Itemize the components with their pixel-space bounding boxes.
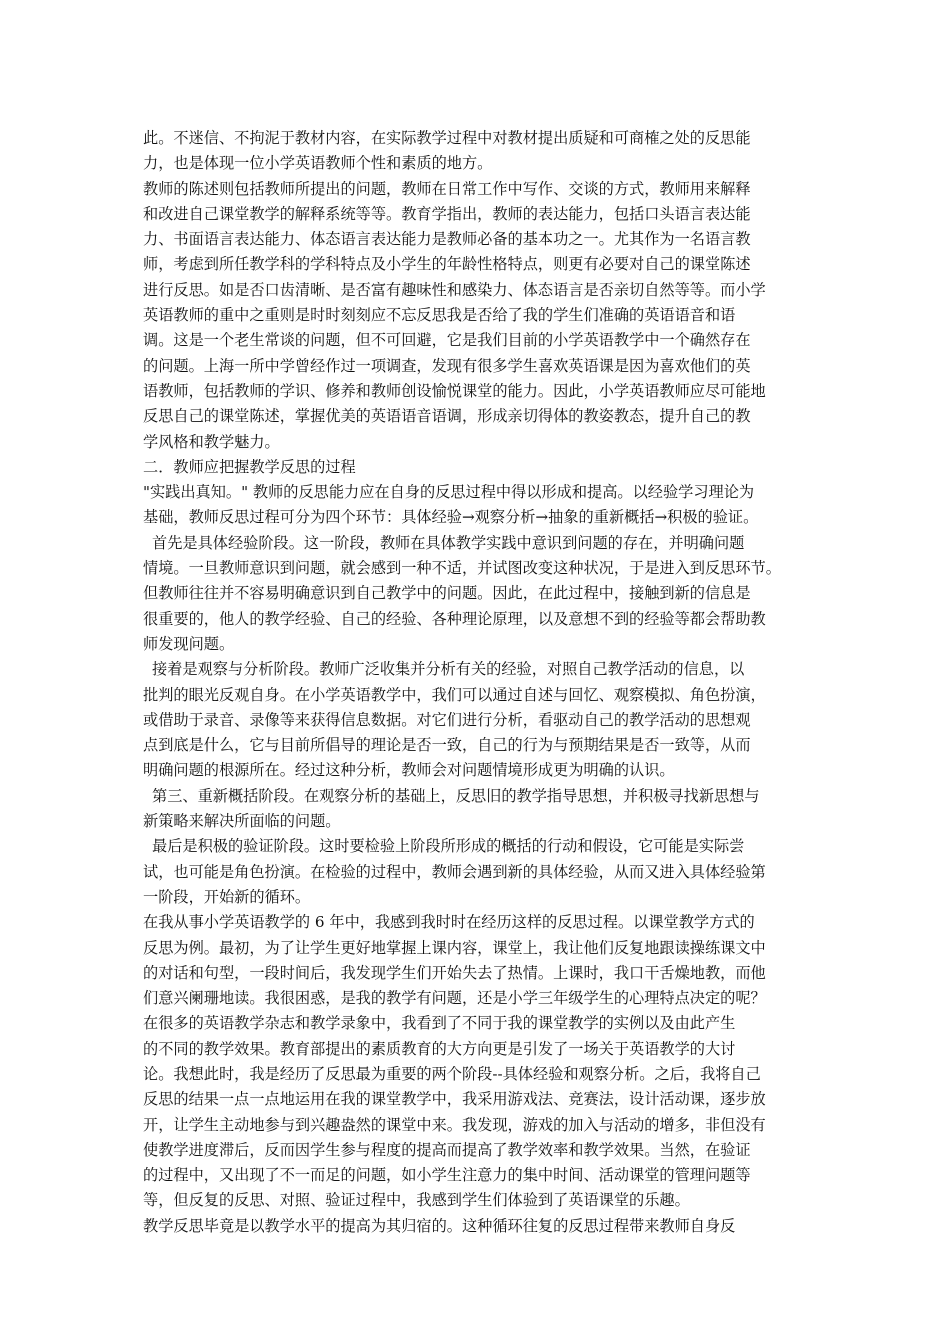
text-line: 一阶段，开始新的循环。	[143, 887, 311, 906]
text-line: 的对话和句型，一段时间后，我发现学生们开始失去了热情。上课时，我口干舌燥地教，而他	[143, 963, 766, 982]
text-line: 反思自己的课堂陈述，掌握优美的英语语音语调，形成亲切得体的教姿教态，提升自己的教	[143, 407, 751, 426]
text-line: 教师的陈述则包括教师所提出的问题，教师在日常工作中写作、交谈的方式，教师用来解释	[143, 179, 751, 198]
text-line: 很重要的，他人的教学经验、自己的经验、各种理论原理，以及意想不到的经验等都会帮助教	[143, 609, 766, 628]
text-line: 批判的眼光反观自身。在小学英语教学中，我们可以通过自述与回忆、观察模拟、角色扮演，	[143, 685, 766, 704]
text-line: 等，但反复的反思、对照、验证过程中，我感到学生们体验到了英语课堂的乐趣。	[143, 1191, 690, 1210]
text-line: 师发现问题。	[143, 634, 235, 653]
text-line: 首先是具体经验阶段。这一阶段，教师在具体教学实践中意识到问题的存在，并明确问题	[152, 533, 745, 552]
text-line: 接着是观察与分析阶段。教师广泛收集并分析有关的经验，对照自己教学活动的信息，以	[152, 660, 745, 679]
text-line: "实践出真知。" 教师的反思能力应在自身的反思过程中得以形成和提高。以经验学习理论为	[143, 483, 755, 502]
text-line: 或借助于录音、录像等来获得信息数据。对它们进行分析，看驱动自己的教学活动的思想观	[143, 710, 751, 729]
text-line: 调。这是一个老生常谈的问题，但不可回避，它是我们目前的小学英语教学中一个确然存在	[143, 331, 751, 350]
text-line: 试，也可能是角色扮演。在检验的过程中，教师会遇到新的具体经验，从而又进入具体经验第	[143, 862, 766, 881]
text-line: 明确问题的根源所在。经过这种分析，教师会对问题情境形成更为明确的认识。	[143, 761, 675, 780]
text-line: 力，也是体现一位小学英语教师个性和素质的地方。	[143, 154, 493, 173]
text-line: 学风格和教学魅力。	[143, 432, 280, 451]
text-line: 教学反思毕竟是以教学水平的提高为其归宿的。这种循环往复的反思过程带来教师自身反	[143, 1216, 736, 1235]
text-line: 论。我想此时，我是经历了反思最为重要的两个阶段--具体经验和观察分析。之后，我将自己	[143, 1064, 761, 1083]
body-text	[143, 126, 811, 1239]
text-line: 和改进自己课堂教学的解释系统等等。教育学指出，教师的表达能力，包括口头语言表达能	[143, 204, 751, 223]
text-line: 第三、重新概括阶段。在观察分析的基础上，反思旧的教学指导思想，并积极寻找新思想与	[152, 786, 760, 805]
text-line: 们意兴阑珊地读。我很困惑，是我的教学有问题，还是小学三年级学生的心理特点决定的呢？	[143, 989, 766, 1008]
text-line: 情境。一旦教师意识到问题，就会感到一种不适，并试图改变这种状况，于是进入到反思环节。	[143, 559, 781, 578]
text-line: 反思为例。最初，为了让学生更好地掌握上课内容，课堂上，我让他们反复地跟读操练课文中	[143, 938, 766, 957]
text-line: 在我从事小学英语教学的 6 年中，我感到我时时在经历这样的反思过程。以课堂教学方式的	[143, 913, 755, 932]
text-line: 点到底是什么，它与目前所倡导的理论是否一致，自己的行为与预期结果是否一致等，从而	[143, 736, 751, 755]
text-line: 在很多的英语教学杂志和教学录象中，我看到了不同于我的课堂教学的实例以及由此产生	[143, 1014, 736, 1033]
text-line: 二．教师应把握教学反思的过程	[143, 457, 356, 476]
text-line: 的过程中，又出现了不一而足的问题，如小学生注意力的集中时间、活动课堂的管理问题等	[143, 1166, 751, 1185]
text-line: 力、书面语言表达能力、体态语言表达能力是教师必备的基本功之一。尤其作为一名语言教	[143, 230, 751, 249]
text-line: 师，考虑到所任教学科的学科特点及小学生的年龄性格特点，则更有必要对自己的课堂陈述	[143, 255, 751, 274]
text-line: 新策略来解决所面临的问题。	[143, 812, 341, 831]
text-line: 语教师，包括教师的学识、修养和教师创设愉悦课堂的能力。因此，小学英语教师应尽可能地	[143, 381, 766, 400]
text-line: 基础，教师反思过程可分为四个环节：具体经验→观察分析→抽象的重新概括→积极的验证。	[143, 508, 759, 527]
text-line: 但教师往往并不容易明确意识到自己教学中的问题。因此，在此过程中，接触到新的信息是	[143, 584, 751, 603]
text-line: 使教学进度滞后，反而因学生参与程度的提高而提高了教学效率和教学效果。当然，在验证	[143, 1140, 751, 1159]
text-line: 的不同的教学效果。教育部提出的素质教育的大方向更是引发了一场关于英语教学的大讨	[143, 1039, 736, 1058]
text-line: 英语教师的重中之重则是时时刻刻应不忘反思我是否给了我的学生们准确的英语语音和语	[143, 306, 736, 325]
text-line: 反思的结果一点一点地运用在我的课堂教学中，我采用游戏法、竞赛法，设计活动课，逐步放	[143, 1090, 766, 1109]
text-line: 此。不迷信、不拘泥于教材内容，在实际教学过程中对教材提出质疑和可商榷之处的反思能	[143, 129, 751, 147]
text-line: 进行反思。如是否口齿清晰、是否富有趣味性和感染力、体态语言是否亲切自然等等。而小学	[143, 280, 766, 299]
text-line: 的问题。上海一所中学曾经作过一项调查，发现有很多学生喜欢英语课是因为喜欢他们的英	[143, 356, 751, 375]
text-line: 开，让学生主动地参与到兴趣盎然的课堂中来。我发现，游戏的加入与活动的增多，非但没有	[143, 1115, 766, 1134]
text-line: 最后是积极的验证阶段。这时要检验上阶段所形成的概括的行动和假设，它可能是实际尝	[152, 837, 745, 856]
